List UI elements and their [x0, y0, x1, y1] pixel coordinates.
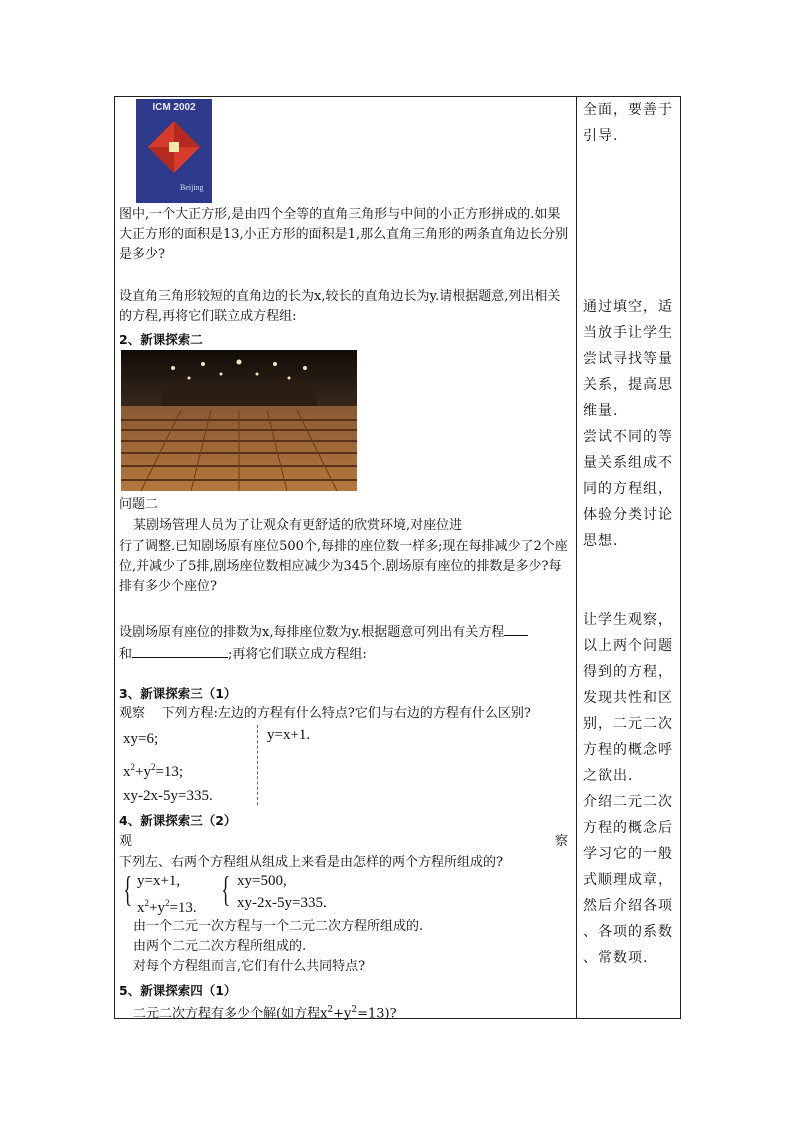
problem2-task: [119, 621, 571, 665]
column-divider: [576, 97, 577, 1018]
problem2-task-part-b: 和: [119, 647, 133, 662]
side-note-3-line: 别，二元二次: [583, 716, 673, 732]
answer-blank-2[interactable]: [132, 643, 228, 658]
left-equation-1: xy=6;: [123, 731, 159, 747]
section4-question: 下列左、右两个方程组从组成上来看是由怎样的两个方程所组成的?: [119, 855, 503, 870]
answer-blank-1[interactable]: [504, 621, 528, 636]
side-note-2-line: 量关系组成不: [583, 455, 673, 471]
section4-note2: 由两个二元二次方程所组成的.: [133, 939, 307, 954]
section5-heading: 5、新课探索四（1）: [119, 983, 237, 998]
section2-heading: 2、新课探索二: [119, 332, 203, 347]
side-note-3-line: 、各项的系数: [583, 924, 673, 940]
section4-heading: 4、新课探索三（2）: [119, 813, 237, 828]
side-note-1: [583, 97, 673, 149]
theater-photo: [121, 350, 357, 491]
problem1-description: 图中,一个大正方形,是由四个全等的直角三角形与中间的小正方形拼成的.如果大正方形的面积是13,小正方形的面积是1,那么直角三角形的两条直角边长分别是多少?: [119, 207, 569, 262]
section3-question-text: 下列方程:左边的方程有什么特点?它们与右边的方程有什么区别?: [161, 706, 531, 721]
cover-title: ICM 2002: [152, 102, 196, 113]
side-note-2-line: 通过填空，适: [583, 299, 673, 315]
section3-heading: 3、新课探索三（1）: [119, 686, 237, 701]
side-note-2-line: 关系，提高思: [583, 377, 673, 393]
side-note-3-line: 方程的概念后: [583, 820, 673, 836]
side-note-2: [583, 294, 673, 554]
icm-cover-image: [136, 99, 212, 203]
side-note-2-line: 当放手让学生: [583, 325, 673, 341]
system1-eq2: $x^2+y^2=13$.: [137, 898, 197, 916]
side-note-1-line: 引导.: [583, 128, 619, 144]
side-note-2-line: 思想.: [583, 533, 619, 549]
side-note-3-line: 学习它的一般: [583, 846, 673, 862]
problem1-task: 设直角三角形较短的直角边的长为x,较长的直角边长为y.请根据题意,列出相关的方程,再将它们联立成方程组:: [119, 289, 561, 324]
problem2-line2: 行了调整.已知剧场原有座位500个,每排的座位数一样多;现在每排减少了2个座位,并减少了5排,剧场座位数相应减少为345个.剧场原有座位的排数是多少?每排有多少个座位?: [119, 539, 568, 594]
problem2-task-part-a: 设剧场原有座位的排数为x,每排座位数为y.根据题意可列出有关方程: [119, 625, 505, 640]
side-note-3-line: 得到的方程，: [583, 664, 673, 680]
lesson-table: [114, 96, 681, 1022]
section4-note3: 对每个方程组而言,它们有什么共同特点?: [133, 959, 366, 974]
side-note-2-line: 维量.: [583, 403, 619, 419]
right-equation: y=x+1.: [267, 727, 311, 743]
system1-eq1: y=x+1,: [137, 873, 181, 889]
side-note-3: [583, 607, 673, 971]
side-note-2-line: 体验分类讨论: [583, 507, 673, 523]
system2-eq1: xy=500,: [237, 873, 287, 889]
observe-label: 观察: [119, 706, 146, 721]
left-equation-3: xy-2x-5y=335.: [123, 788, 213, 804]
problem2-title: 问题二: [119, 497, 159, 512]
side-note-1-line: 全面，要善于: [583, 102, 673, 118]
system2-eq2: xy-2x-5y=335.: [237, 895, 327, 911]
section4-note1: 由一个二元一次方程与一个二元二次方程所组成的.: [133, 919, 424, 934]
side-note-2-line: 同的方程组，: [583, 481, 673, 497]
cover-city: Beijing: [180, 183, 204, 192]
side-note-3-line: 以上两个问题: [583, 638, 673, 654]
side-note-2-line: 尝试寻找等量: [583, 351, 673, 367]
side-note-2-line: 尝试不同的等: [583, 429, 673, 445]
section3-question: [119, 704, 571, 724]
section4-observe-right: 察: [555, 834, 569, 849]
system2-brace: {: [221, 869, 230, 909]
side-note-3-line: 方程的概念呼: [583, 742, 673, 758]
side-note-3-line: 发现共性和区: [583, 690, 673, 706]
section4-observe-left: 观: [119, 834, 133, 849]
side-note-3-line: 、常数项.: [583, 950, 649, 966]
problem2-line1: 某剧场管理人员为了让观众有更舒适的欣赏环境,对座位进: [133, 518, 463, 533]
section5-question: 二元二次方程有多少个解(如方程$x^2+y^2=13$)?: [133, 1005, 397, 1022]
side-note-3-line: 让学生观察，: [583, 612, 673, 628]
left-equation-2: $x^2+y^2=13$;: [123, 762, 184, 780]
side-note-3-line: 之欲出.: [583, 768, 634, 784]
system1-brace: {: [123, 869, 132, 909]
side-note-3-line: 式顺理成章，: [583, 872, 673, 888]
theater-seats-graphic: [121, 350, 357, 491]
side-note-3-line: 介绍二元二次: [583, 794, 673, 810]
problem2-task-part-c: ;再将它们联立成方程组:: [228, 647, 367, 662]
side-note-3-line: 然后介绍各项: [583, 898, 673, 914]
equation-divider: [257, 725, 258, 805]
